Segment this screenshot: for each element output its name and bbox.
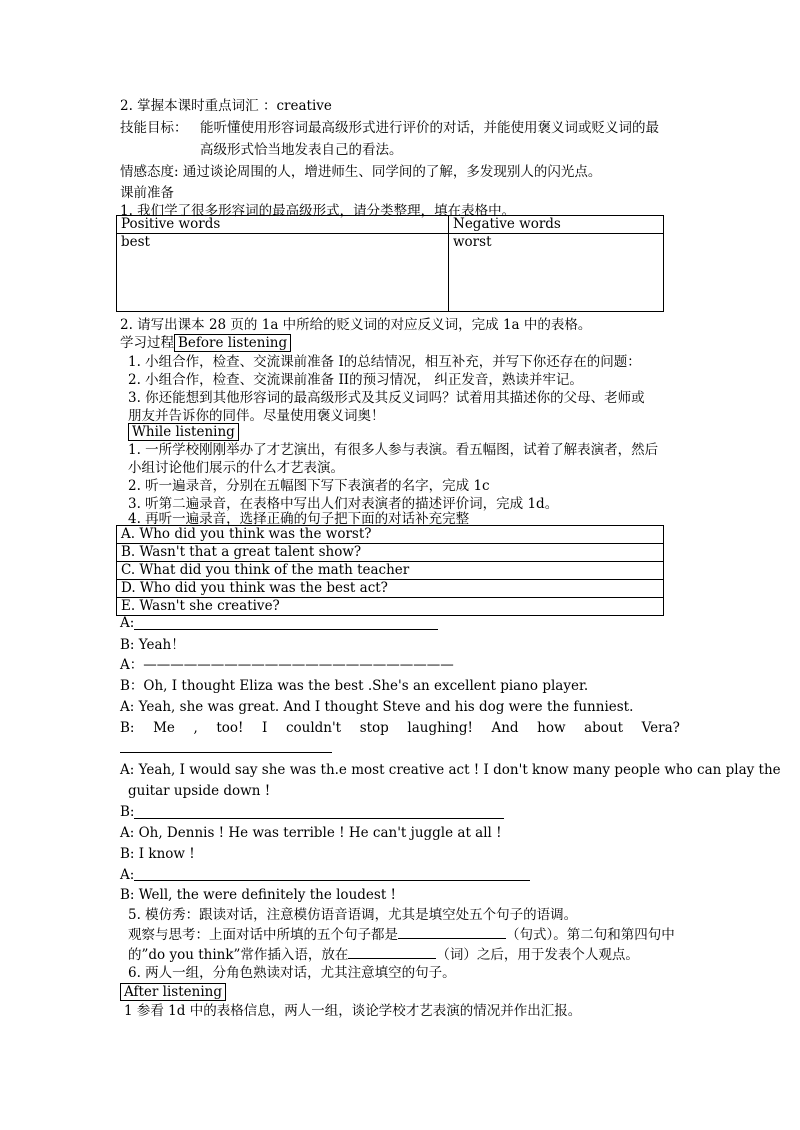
blank-line-1 <box>134 629 438 630</box>
before-item-2: 2. 小组合作，检查、交流课前准备 II的预习情况， 纠正发音，熟读并牢记。 <box>128 372 583 388</box>
positive-header: Positive words <box>117 216 449 234</box>
before-item-3b: 朋友并告诉你的同伴。尽量使用褒义词奥！ <box>128 408 385 424</box>
skill-label: 技能目标： <box>120 120 188 136</box>
options-table <box>116 525 664 616</box>
emotion-goal: 情感态度: 通过谈论周围的人，增进师生、同学间的了解，多发现别人的闪光点。 <box>120 164 602 180</box>
dialogue-a5: A: Oh, Dennis ! He was terrible ! He can't juggle at all ! <box>120 825 502 841</box>
while-listening-box: While listening <box>128 423 239 441</box>
while-item-2: 2. 听一遍录音，分别在五幅图下写下表演者的名字，完成 1c <box>128 478 490 494</box>
before-listening-box: Before listening <box>174 334 291 352</box>
word: , <box>193 720 198 736</box>
word: laughing! <box>407 720 473 736</box>
before-item-3: 3. 你还能想到其他形容词的最高级形式及其反义词吗？试着用其描述你的父母、老师或 <box>128 390 645 406</box>
blank-sentence-type <box>398 925 506 939</box>
word: about <box>584 720 624 736</box>
skill-text-2: 高级形式恰当地发表自己的看法。 <box>200 142 403 158</box>
while-item-4: 4. 再听一遍录音，选择正确的句子把下面的对话补充完整 <box>128 511 470 527</box>
practice-item-5: 5. 模仿秀：跟读对话，注意模仿语音语调，尤其是填空处五个句子的语调。 <box>128 907 578 923</box>
dialogue-b1: B: Yeah！ <box>120 637 185 653</box>
after-item-1: 1 参看 1d 中的表格信息，两人一组，谈论学校才艺表演的情况并作出汇报。 <box>124 1003 582 1019</box>
practice-item-6: 6. 两人一组，分角色熟读对话，尤其注意填空的句子。 <box>128 965 456 981</box>
positive-cell: best <box>117 234 449 312</box>
word: Me <box>153 720 175 736</box>
word: And <box>491 720 519 736</box>
negative-header: Negative words <box>449 216 664 234</box>
option-c: C. What did you think of the math teacher <box>116 561 664 579</box>
dialogue-a4b: guitar upside down ! <box>128 783 271 799</box>
while-item-1b: 小组讨论他们展示的什么才艺表演。 <box>128 460 344 476</box>
dialogue-a1: A: <box>120 615 135 631</box>
after-line <box>120 983 226 1001</box>
word-table <box>116 215 664 312</box>
before-item-1: 1. 小组合作，检查、交流课前准备 I的总结情况，相互补充，并写下你还存在的问题： <box>128 354 641 370</box>
dialogue-b4: B: <box>120 804 135 820</box>
option-a: A. Who did you think was the worst? <box>116 525 664 543</box>
goal-vocabulary: 2. 掌握本课时重点词汇 ：creative <box>120 98 332 114</box>
blank-line-4 <box>134 880 530 881</box>
dialogue-a4: A: Yeah, I would say she was th.e most creative act ! I don't know many people who can play the <box>120 762 781 778</box>
word: Vera? <box>641 720 680 736</box>
word: how <box>537 720 566 736</box>
word: stop <box>359 720 389 736</box>
dialogue-b3 <box>120 719 680 737</box>
process-line <box>120 334 291 352</box>
observe-text-b: （句式）。第二句和第四句中 <box>506 927 675 943</box>
word: I <box>262 720 268 736</box>
after-listening-box: After listening <box>120 983 226 1001</box>
word: B: <box>120 720 135 736</box>
prep-item-1: 1. 我们学了很多形容词的最高级形式，请分类整理，填在表格中。 <box>120 203 516 219</box>
observe-line-2 <box>128 945 639 964</box>
while-item-1: 1. 一所学校刚刚举办了才艺演出，有很多人参与表演。看五幅图，试着了解表演者，然后 <box>128 442 659 458</box>
dialogue-a3: A: Yeah, she was great. And I thought Steve and his dog were the funniest. <box>120 699 634 715</box>
word: couldn't <box>285 720 342 736</box>
observe-text-c: 的”do you think”常作插入语，放在 <box>128 947 349 963</box>
option-b: B. Wasn't that a great talent show? <box>116 543 664 561</box>
dialogue-a6: A: <box>120 867 135 883</box>
prep-item-2: 2. 请写出课本 28 页的 1a 中所给的贬义词的对应反义词，完成 1a 中的表格。 <box>120 317 592 333</box>
negative-cell: worst <box>449 234 664 312</box>
word: too! <box>216 720 244 736</box>
prep-heading: 课前准备 <box>120 185 174 201</box>
blank-line-3 <box>134 818 504 819</box>
dialogue-b6: B: Well, the were definitely the loudest ! <box>120 887 396 903</box>
dialogue-a2: A：——————————————————————— <box>120 657 454 673</box>
observe-text-a: 观察与思考：上面对话中所填的五个句子都是 <box>128 927 398 943</box>
dialogue-b5: B: I know ! <box>120 846 195 862</box>
dialogue-b2: B：Oh, I thought Eliza was the best .She's an excellent piano player. <box>120 678 589 694</box>
option-d: D. Who did you think was the best act? <box>116 579 664 597</box>
process-label: 学习过程 <box>120 335 174 351</box>
observe-text-d: （词）之后，用于发表个人观点。 <box>436 947 639 963</box>
option-e: E. Wasn't she creative? <box>116 597 664 616</box>
skill-text-1: 能听懂使用形容词最高级形式进行评价的对话，并能使用褒义词或贬义词的最 <box>200 120 659 136</box>
observe-line-1 <box>128 925 675 944</box>
while-line <box>128 423 239 441</box>
blank-word <box>348 945 436 959</box>
while-item-3: 3. 听第二遍录音，在表格中写出人们对表演者的描述评价词，完成 1d。 <box>128 496 559 512</box>
blank-line-2 <box>120 752 332 753</box>
